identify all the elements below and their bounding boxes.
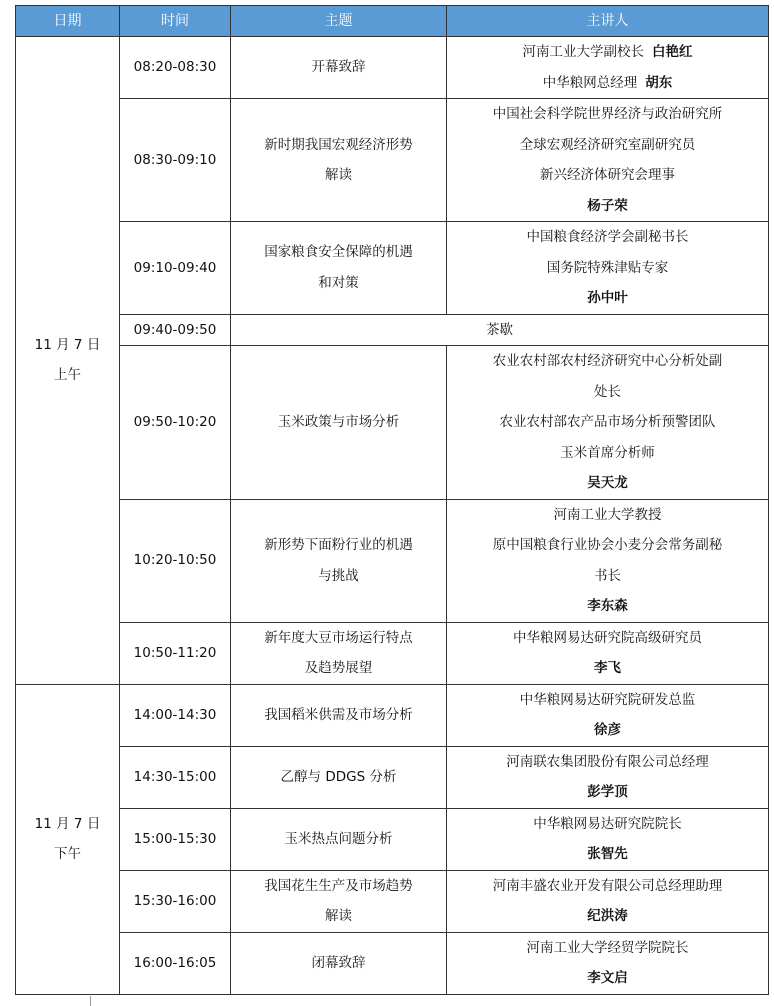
speaker-line: 中华粮网易达研究院高级研究员 [513, 629, 702, 646]
header-date: 日期 [16, 6, 120, 37]
speaker-cell [447, 808, 769, 870]
time-cell: 09:50-10:20 [120, 346, 231, 500]
time-cell: 16:00-16:05 [120, 932, 231, 994]
speaker-name: 彭学顶 [587, 784, 628, 800]
speaker-cell [447, 870, 769, 932]
time-cell: 09:40-09:50 [120, 314, 231, 346]
speaker-line: 河南丰盛农业开发有限公司总经理助理 [492, 877, 723, 894]
speaker-name: 纪洪涛 [587, 908, 628, 924]
time-cell: 09:10-09:40 [120, 222, 231, 315]
table-row [16, 808, 769, 870]
speaker-line: 河南工业大学经贸学院院长 [526, 939, 689, 956]
speaker-name: 李飞 [594, 660, 621, 676]
topic-cell [231, 808, 447, 870]
topic-cell [231, 346, 447, 500]
speaker-name: 李东森 [587, 598, 628, 614]
time-cell: 15:30-16:00 [120, 870, 231, 932]
time-cell: 10:50-11:20 [120, 622, 231, 684]
date-day: 11 月 7 日 [34, 336, 101, 353]
speaker-line: 农业农村部农村经济研究中心分析处副 [492, 353, 723, 369]
speaker-line: 玉米首席分析师 [560, 444, 655, 461]
text-cursor-mark [90, 996, 91, 1006]
speaker-title: 中华粮网总经理 [542, 74, 638, 91]
speaker-line: 处长 [594, 383, 621, 400]
speaker-line: 中国社会科学院世界经济与政治研究所 [492, 106, 723, 122]
topic-line: 解读 [325, 167, 352, 183]
speaker-name: 张智先 [587, 846, 628, 862]
topic-line: 我国花生生产及市场趋势 [264, 877, 413, 894]
date-period: 下午 [54, 846, 81, 862]
speaker-line: 河南联农集团股份有限公司总经理 [506, 753, 709, 770]
topic-cell [231, 684, 447, 746]
topic-line: 新时期我国宏观经济形势 [264, 136, 413, 153]
speaker-cell [447, 37, 769, 99]
break-cell: 茶歇 [231, 314, 769, 346]
topic-cell [231, 932, 447, 994]
date-cell-morning [16, 37, 120, 685]
speaker-cell [447, 346, 769, 500]
time-cell: 08:20-08:30 [120, 37, 231, 99]
table-row [16, 622, 769, 684]
speaker-line [449, 37, 766, 68]
time-cell: 14:00-14:30 [120, 684, 231, 746]
topic-line: 玉米热点问题分析 [284, 830, 393, 847]
topic-line: 我国稻米供需及市场分析 [264, 706, 413, 723]
table-row [16, 746, 769, 808]
speaker-line: 中华粮网易达研究院院长 [533, 815, 682, 832]
header-speaker: 主讲人 [447, 6, 769, 37]
speaker-title: 河南工业大学副校长 [522, 44, 644, 60]
speaker-cell [447, 499, 769, 622]
table-row [16, 870, 769, 932]
table-row [16, 932, 769, 994]
speaker-cell [447, 222, 769, 315]
agenda-table [15, 5, 769, 995]
speaker-cell [447, 932, 769, 994]
speaker-line: 农业农村部农产品市场分析预警团队 [499, 414, 716, 430]
date-day: 11 月 7 日 [34, 815, 101, 832]
header-time: 时间 [120, 6, 231, 37]
topic-line: 与挑战 [318, 567, 359, 584]
time-cell: 10:20-10:50 [120, 499, 231, 622]
topic-cell [231, 222, 447, 315]
speaker-cell [447, 622, 769, 684]
time-cell: 14:30-15:00 [120, 746, 231, 808]
table-row [16, 499, 769, 622]
speaker-name: 杨子荣 [587, 197, 628, 214]
table-row [16, 222, 769, 315]
speaker-line: 原中国粮食行业协会小麦分会常务副秘 [492, 537, 723, 553]
table-row [16, 684, 769, 746]
speaker-line: 书长 [594, 567, 621, 584]
time-cell: 08:30-09:10 [120, 99, 231, 222]
topic-line: 乙醇与 DDGS 分析 [280, 768, 397, 785]
table-row [16, 346, 769, 500]
topic-line: 和对策 [318, 274, 359, 291]
topic-line: 新年度大豆市场运行特点 [264, 629, 413, 646]
speaker-line: 国务院特殊津贴专家 [546, 259, 669, 276]
topic-line: 玉米政策与市场分析 [277, 414, 400, 430]
speaker-line: 全球宏观经济研究室副研究员 [519, 136, 696, 153]
topic-cell [231, 37, 447, 99]
speaker-name: 徐彦 [594, 722, 621, 738]
speaker-name: 孙中叶 [587, 290, 628, 306]
speaker-line [449, 68, 766, 99]
speaker-cell [447, 99, 769, 222]
topic-line: 解读 [325, 908, 352, 924]
speaker-name: 吴天龙 [587, 475, 628, 491]
topic-line: 国家粮食安全保障的机遇 [264, 244, 413, 261]
speaker-cell [447, 746, 769, 808]
topic-line: 闭幕致辞 [311, 954, 366, 971]
speaker-name: 李文启 [587, 970, 628, 986]
table-row [16, 99, 769, 222]
topic-cell [231, 99, 447, 222]
topic-line: 新形势下面粉行业的机遇 [264, 537, 413, 553]
speaker-name: 胡东 [645, 74, 673, 91]
speaker-name: 白艳红 [652, 44, 693, 60]
topic-line: 及趋势展望 [304, 660, 373, 676]
header-row [16, 6, 769, 37]
speaker-line: 中华粮网易达研究院研发总监 [519, 691, 696, 708]
header-topic: 主题 [231, 6, 447, 37]
speaker-line: 河南工业大学教授 [553, 506, 662, 523]
date-period: 上午 [54, 367, 81, 384]
speaker-cell [447, 684, 769, 746]
time-cell: 15:00-15:30 [120, 808, 231, 870]
topic-cell [231, 499, 447, 622]
topic-cell [231, 870, 447, 932]
speaker-line: 新兴经济体研究会理事 [540, 167, 675, 183]
date-cell-afternoon [16, 684, 120, 994]
topic-line: 开幕致辞 [311, 59, 366, 76]
table-row [16, 314, 769, 346]
table-row [16, 37, 769, 99]
speaker-line: 中国粮食经济学会副秘书长 [526, 229, 689, 245]
topic-cell [231, 622, 447, 684]
topic-cell [231, 746, 447, 808]
